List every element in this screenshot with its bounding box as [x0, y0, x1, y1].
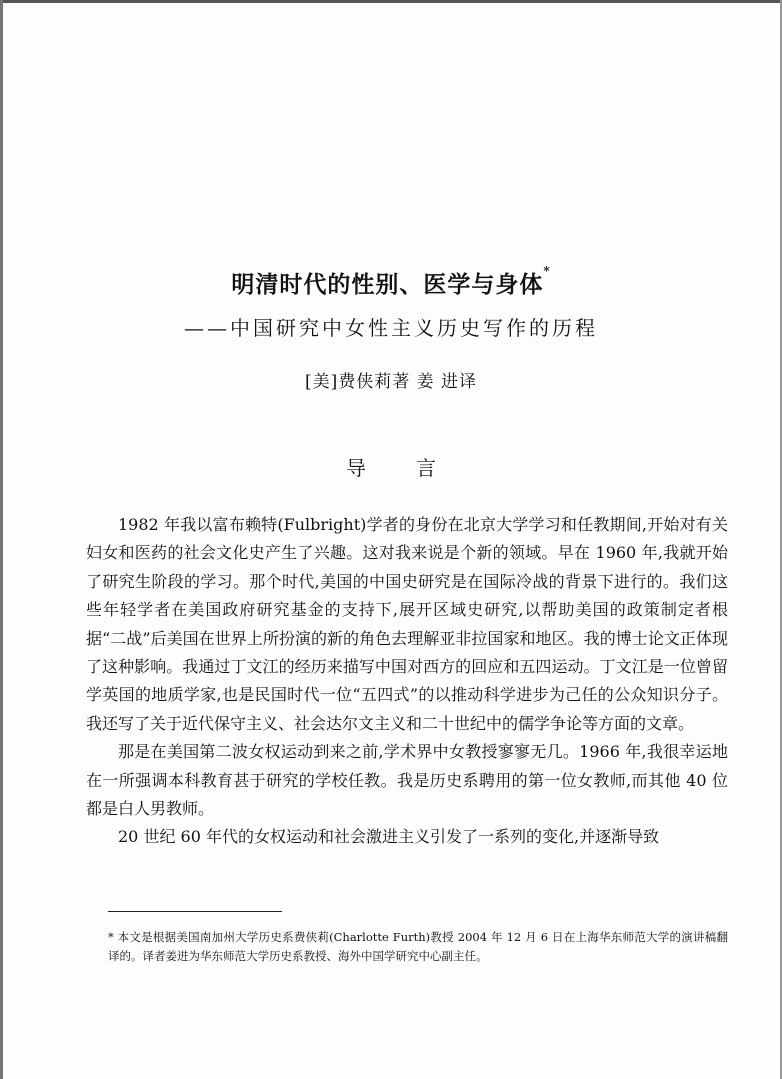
footnote: * 本文是根据美国南加州大学历史系费侠莉(Charlotte Furth)教授 2004 年 12 月 6 日在上海华东师范大学的演讲稿翻译的。译者姜进为华东师范大学历史系教授、海外中国学研究中心副主任。: [108, 930, 728, 963]
paragraph: 1982 年我以富布赖特(Fulbright)学者的身份在北京大学学习和任教期间,开始对有关妇女和医药的社会文化史产生了兴趣。这对我来说是个新的领域。早在 1960 年,我就开始了研究生阶段的学习。那个时代,美国的中国史研究是在国际冷战的背景下进行的。我们这些年轻学者在美国政府研究基金的支持下,展开区域史研究,以帮助美国的政策制定者根据“二战”后美国在世界上所扮演的新的角色去理解亚非拉国家和地区。我的博士论文正体现了这种影响。我通过丁文江的经历来描写中国对西方的回应和五四运动。丁文江是一位曾留学英国的地质学家,也是民国时代一位“五四式”的以推动科学进步为己任的公众知识分子。我还写了关于近代保守主义、社会达尔文主义和二十世纪中的儒学争论等方面的文章。: [86, 515, 728, 733]
article-title-text: 明清时代的性别、医学与身体: [231, 271, 544, 298]
body-text: [86, 511, 728, 852]
article-subtitle: ——中国研究中女性主义历史写作的历程: [184, 316, 598, 340]
article-title: [0, 266, 782, 299]
scan-border-top: [0, 0, 782, 3]
scan-border-left: [0, 0, 3, 1079]
section-heading: 导言: [346, 456, 486, 480]
author-line: [美]费侠莉著 姜 进译: [304, 372, 478, 392]
footnote-divider: [108, 911, 282, 912]
paragraph: 20 世纪 60 年代的女权运动和社会激进主义引发了一系列的变化,并逐渐导致: [118, 827, 660, 847]
title-footnote-mark: *: [543, 264, 551, 278]
paragraph: 那是在美国第二波女权运动到来之前,学术界中女教授寥寥无几。1966 年,我很幸运地在一所强调本科教育甚于研究的学校任教。我是历史系聘用的第一位女教师,而其他 40 位都是白人男教师。: [86, 742, 728, 819]
